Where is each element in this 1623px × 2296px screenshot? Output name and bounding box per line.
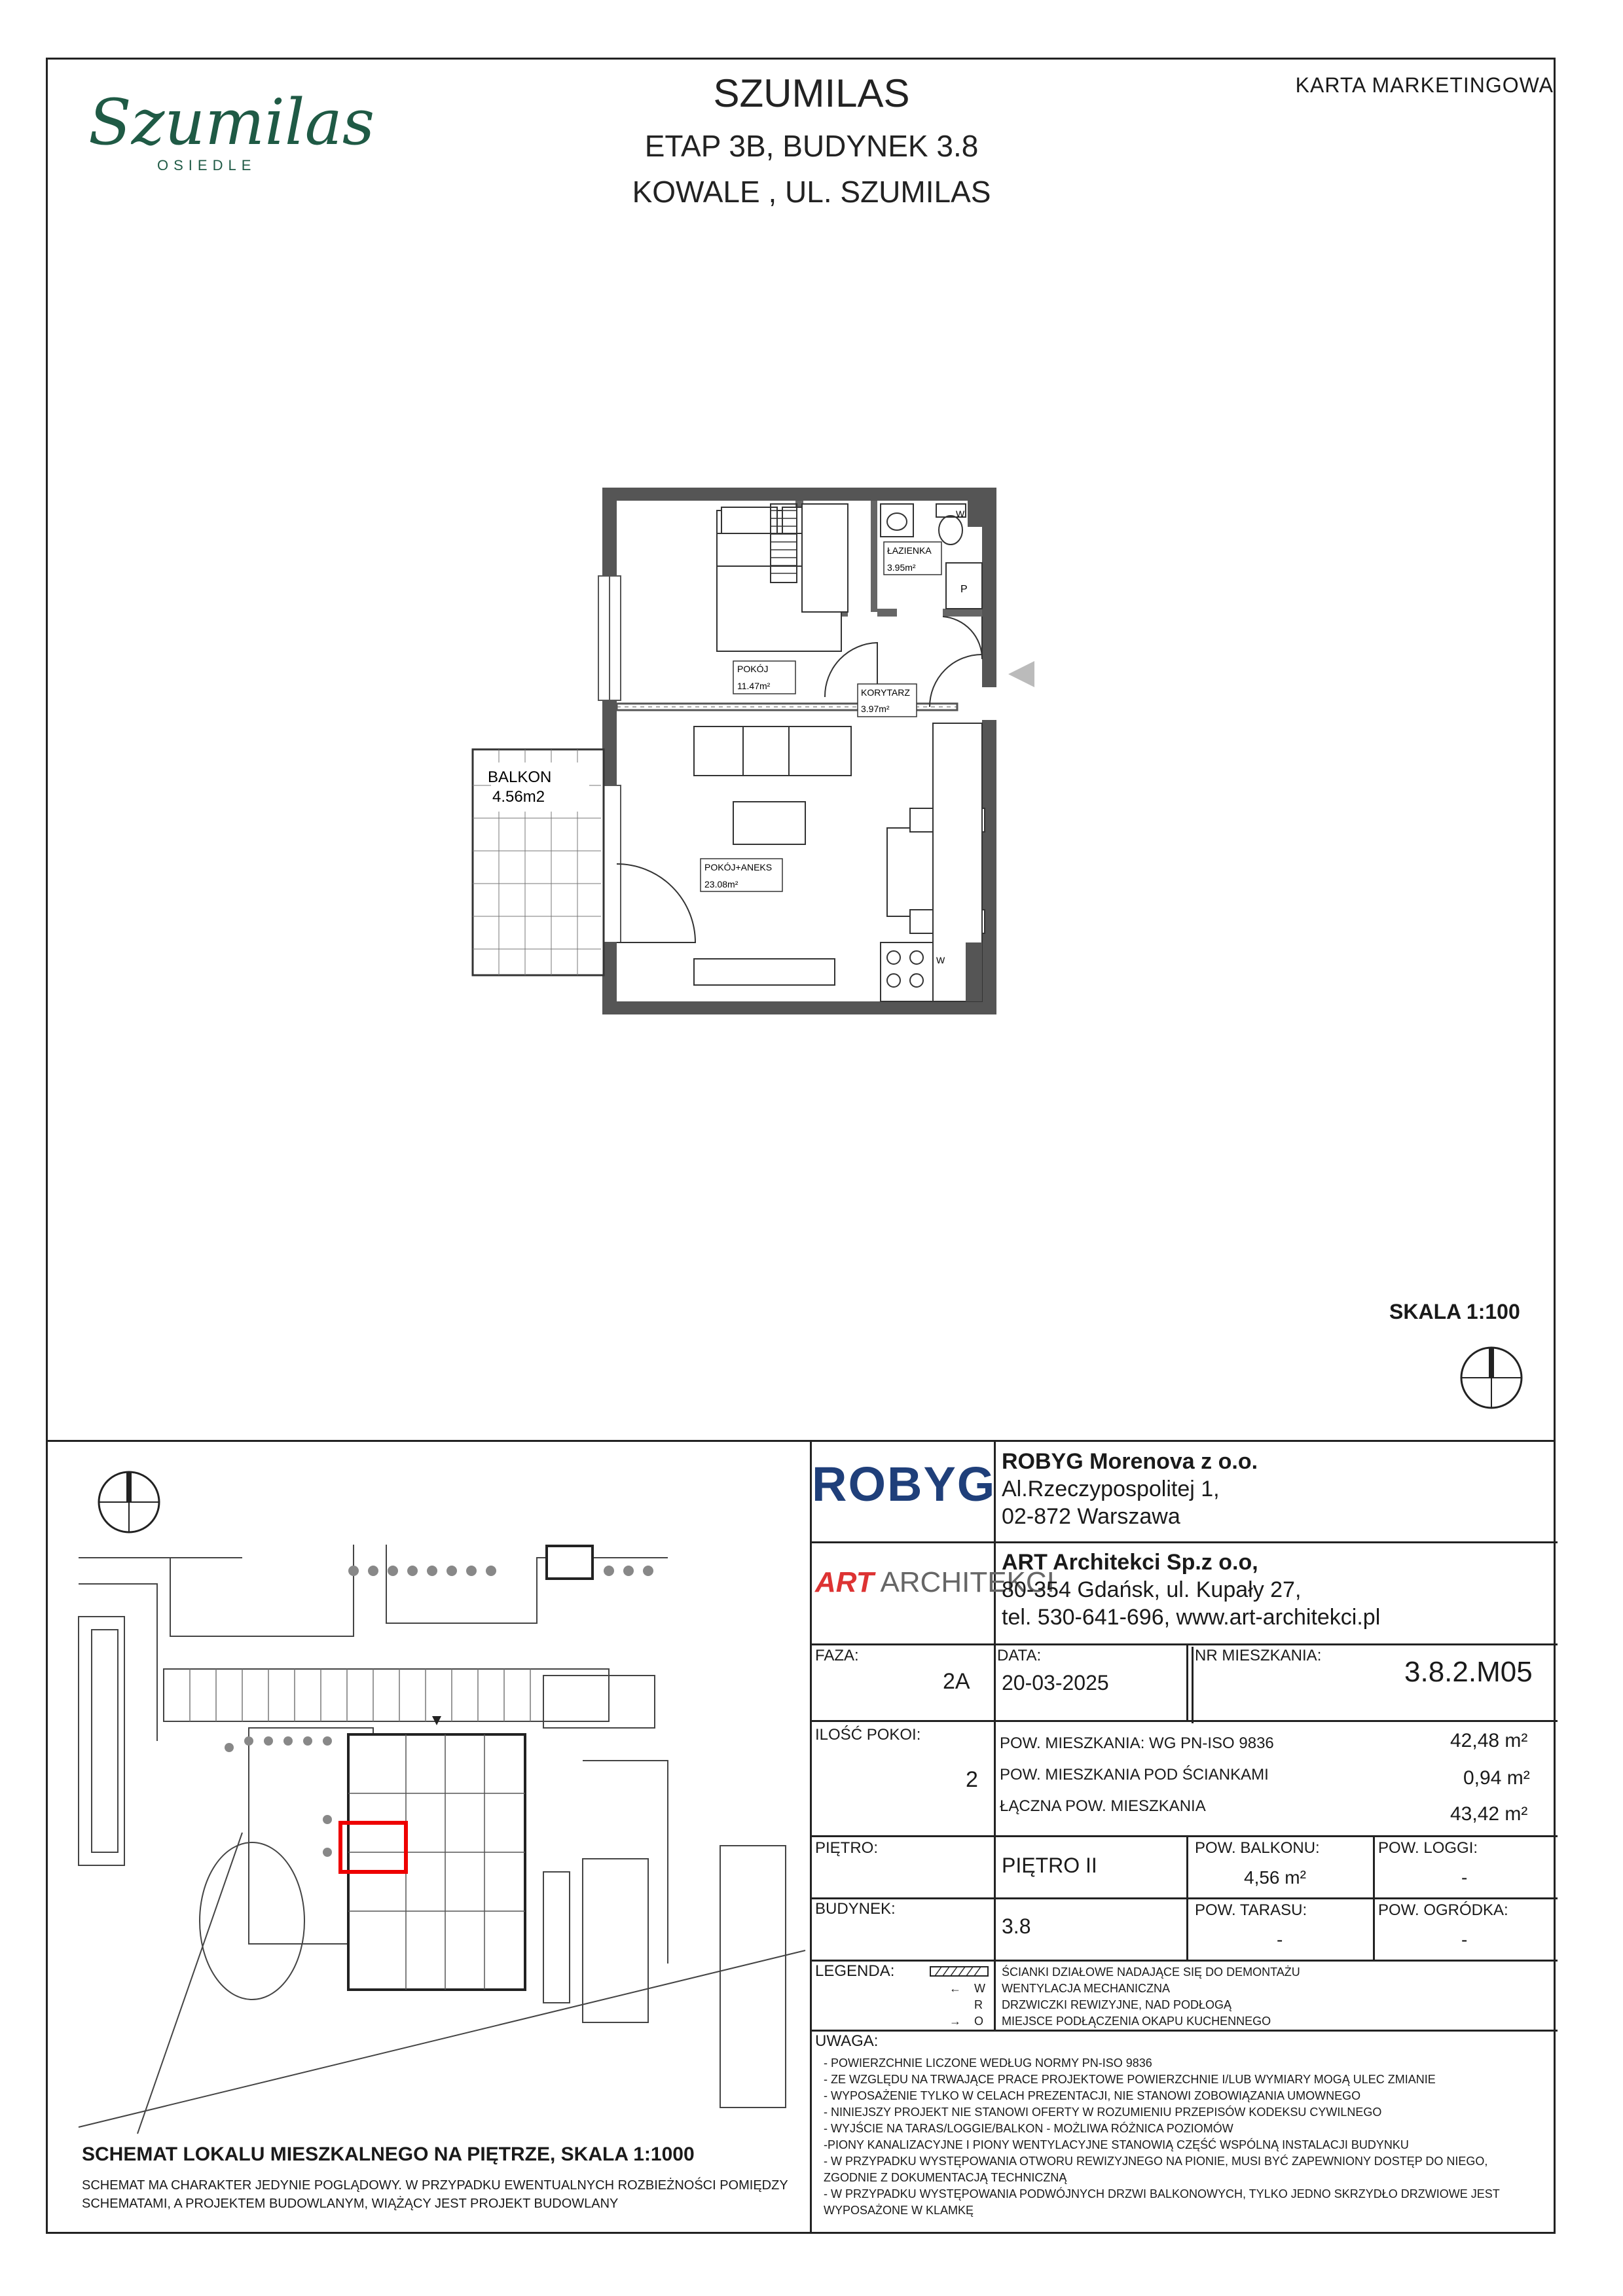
balkon-value: 4,56 m² bbox=[1244, 1867, 1306, 1888]
balkon-label: POW. BALKONU: bbox=[1195, 1839, 1320, 1857]
room-area-korytarz: 3.97m² bbox=[861, 704, 890, 714]
uwagi-item: - WYJŚCIE NA TARAS/LOGGIE/BALKON - MOŻLIWA RÓŻNICA POZIOMÓW bbox=[824, 2122, 1233, 2135]
area3-value: 43,42 m² bbox=[1450, 1803, 1528, 1825]
arrow-icon: → bbox=[949, 2015, 961, 2028]
faza-value: 2A bbox=[943, 1669, 970, 1694]
north-arrow-icon bbox=[1459, 1345, 1524, 1410]
schema-note: SCHEMAT MA CHARAKTER JEDYNIE POGLĄDOWY. W PRZYPADKU EWENTUALNYCH ROZBIEŻNOŚCI POMIĘDZY SCHEMATAMI, A PROJEKTEM BUDOWLANYM, WIĄŻĄCY JEST PROJEKT BUDOWLANY bbox=[82, 2178, 788, 2211]
area1-label: POW. MIESZKANIA: WG PN-ISO 9836 bbox=[1000, 1734, 1274, 1752]
ogrodek-value: - bbox=[1461, 1929, 1468, 1950]
nr-value: 3.8.2.M05 bbox=[1404, 1656, 1533, 1688]
room-name-pokoj: POKÓJ bbox=[737, 664, 769, 674]
nr-label: NR MIESZKANIA: bbox=[1195, 1647, 1322, 1664]
uwagi-item: - W PRZYPADKU WYSTĘPOWANIA OTWORU REWIZYJNEGO NA PIONIE, MUSI BYĆ ZAPEWNIONY DOSTĘP DO NIEGO, ZGODNIE Z DOKUMENTACJĄ TECHNICZNĄ bbox=[824, 2155, 1488, 2184]
legend-sym-4: O bbox=[974, 2015, 984, 2028]
faza-label: FAZA: bbox=[815, 1647, 859, 1664]
budynek-label: BUDYNEK: bbox=[815, 1900, 896, 1918]
area2-label: POW. MIESZKANIA POD ŚCIANKAMI bbox=[1000, 1766, 1269, 1784]
robyg-address-1: Al.Rzeczypospolitej 1, bbox=[1002, 1477, 1220, 1501]
plan-w-top: W bbox=[956, 509, 965, 519]
ogrodek-label: POW. OGRÓDKA: bbox=[1378, 1901, 1508, 1919]
uwagi-label: UWAGA: bbox=[815, 2032, 879, 2050]
uwagi-item: - WYPOSAŻENIE TYLKO W CELACH PREZENTACJI, NIE STANOWI ZOBOWIĄZANIA UMOWNEGO bbox=[824, 2089, 1361, 2102]
art-name: ART Architekci Sp.z o.o, bbox=[1002, 1550, 1258, 1575]
uwagi-item: - ZE WZGLĘDU NA TRWAJĄCE PRACE PROJEKTOWE POWIERZCHNIE I/LUB WYMIARY MOGĄ ULEC ZMIANIE bbox=[824, 2073, 1436, 2086]
room-name-korytarz: KORYTARZ bbox=[861, 687, 910, 698]
address-line: KOWALE , UL. SZUMILAS bbox=[632, 175, 991, 209]
pietro-value: PIĘTRO II bbox=[1002, 1854, 1097, 1877]
room-area-lazienka: 3.95m² bbox=[887, 562, 916, 573]
card-type: KARTA MARKETINGOWA bbox=[1295, 73, 1554, 97]
table-divider bbox=[1192, 1647, 1194, 1723]
legend-text-3: DRZWICZKI REWIZYJNE, NAD PODŁOGĄ bbox=[1002, 1998, 1232, 2011]
rooms-label: ILOŚĆ POKOI: bbox=[815, 1726, 921, 1744]
room-name-lazienka: ŁAZIENKA bbox=[887, 545, 932, 556]
art-address-2: tel. 530-641-696, www.art-architekci.pl bbox=[1002, 1605, 1381, 1630]
site-map bbox=[79, 1545, 805, 2134]
legend-label: LEGENDA: bbox=[815, 1962, 895, 1980]
taras-value: - bbox=[1277, 1929, 1283, 1950]
uwagi-item: - POWIERZCHNIE LICZONE WEDŁUG NORMY PN-ISO 9836 bbox=[824, 2056, 1152, 2070]
room-name-balkon: BALKON bbox=[488, 768, 552, 786]
legend-sym-2: W bbox=[974, 1982, 985, 1995]
page-title: SZUMILAS bbox=[713, 71, 910, 115]
robyg-logo: ROBYG bbox=[812, 1457, 996, 1511]
area3-label: ŁĄCZNA POW. MIESZKANIA bbox=[1000, 1797, 1206, 1815]
schema-title: SCHEMAT LOKALU MIESZKALNEGO NA PIĘTRZE, SKALA 1:1000 bbox=[82, 2144, 695, 2165]
art-logo-a: ART bbox=[815, 1566, 874, 1598]
art-company bbox=[1002, 1549, 1380, 1631]
robyg-company bbox=[1002, 1448, 1258, 1530]
uwagi-item: - W PRZYPADKU WYSTĘPOWANIA PODWÓJNYCH DRZWI BALKONOWYCH, TYLKO JEDNO SKRZYDŁO DRZWIOWE JEST WYPOSAŻONE W KLAMKĘ bbox=[824, 2187, 1500, 2217]
data-label: DATA: bbox=[997, 1647, 1042, 1664]
budynek-value: 3.8 bbox=[1002, 1914, 1031, 1938]
art-logo-b: ARCHITEKCI bbox=[880, 1566, 1055, 1598]
logo-script: Szumilas bbox=[88, 86, 375, 159]
legend-text-1: ŚCIANKI DZIAŁOWE NADAJĄCE SIĘ DO DEMONTAŻU bbox=[1002, 1965, 1300, 1979]
plan-p-label: P bbox=[960, 584, 968, 595]
area1-value: 42,48 m² bbox=[1450, 1730, 1528, 1751]
uwagi-list bbox=[824, 2055, 1544, 2219]
art-address-1: 80-354 Gdańsk, ul. Kupały 27, bbox=[1002, 1577, 1302, 1602]
hatch-icon bbox=[930, 1966, 989, 1978]
room-area-pokoj: 11.47m² bbox=[737, 681, 771, 691]
loggia-label: POW. LOGGI: bbox=[1378, 1839, 1478, 1857]
data-value: 20-03-2025 bbox=[1002, 1671, 1109, 1695]
legend-text-4: MIEJSCE PODŁĄCZENIA OKAPU KUCHENNEGO bbox=[1002, 2015, 1271, 2028]
plan-scale: SKALA 1:100 bbox=[1389, 1300, 1520, 1323]
room-area-salon: 23.08m² bbox=[704, 879, 739, 889]
plan-w-kitchen: W bbox=[936, 955, 945, 965]
legend-sym-3: R bbox=[974, 1998, 983, 2011]
room-area-balkon: 4.56m2 bbox=[492, 788, 545, 806]
logo-sub: OSIEDLE bbox=[157, 157, 257, 173]
area2-value: 0,94 m² bbox=[1463, 1767, 1530, 1789]
legend-text-2: WENTYLACJA MECHANICZNA bbox=[1002, 1982, 1171, 1995]
robyg-name: ROBYG Morenova z o.o. bbox=[1002, 1449, 1258, 1474]
arrow-icon: ← bbox=[949, 1982, 961, 1995]
taras-label: POW. TARASU: bbox=[1195, 1901, 1307, 1919]
pietro-label: PIĘTRO: bbox=[815, 1839, 879, 1857]
uwagi-item: - NINIEJSZY PROJEKT NIE STANOWI OFERTY W ROZUMIENIU PRZEPISÓW KODEKSU CYWILNEGO bbox=[824, 2106, 1382, 2119]
floor-plan bbox=[458, 471, 1231, 1021]
north-arrow-small-icon bbox=[96, 1469, 162, 1535]
loggia-value: - bbox=[1461, 1867, 1468, 1888]
uwagi-item: -PIONY KANALIZACYJNE I PIONY WENTYLACYJNE STANOWIĄ CZĘŚĆ WSPÓLNĄ INSTALACJI BUDYNKU bbox=[824, 2138, 1409, 2151]
rooms-value: 2 bbox=[966, 1767, 978, 1792]
room-name-salon: POKÓJ+ANEKS bbox=[704, 862, 773, 872]
stage-line: ETAP 3B, BUDYNEK 3.8 bbox=[644, 129, 979, 163]
robyg-address-2: 02-872 Warszawa bbox=[1002, 1504, 1180, 1529]
